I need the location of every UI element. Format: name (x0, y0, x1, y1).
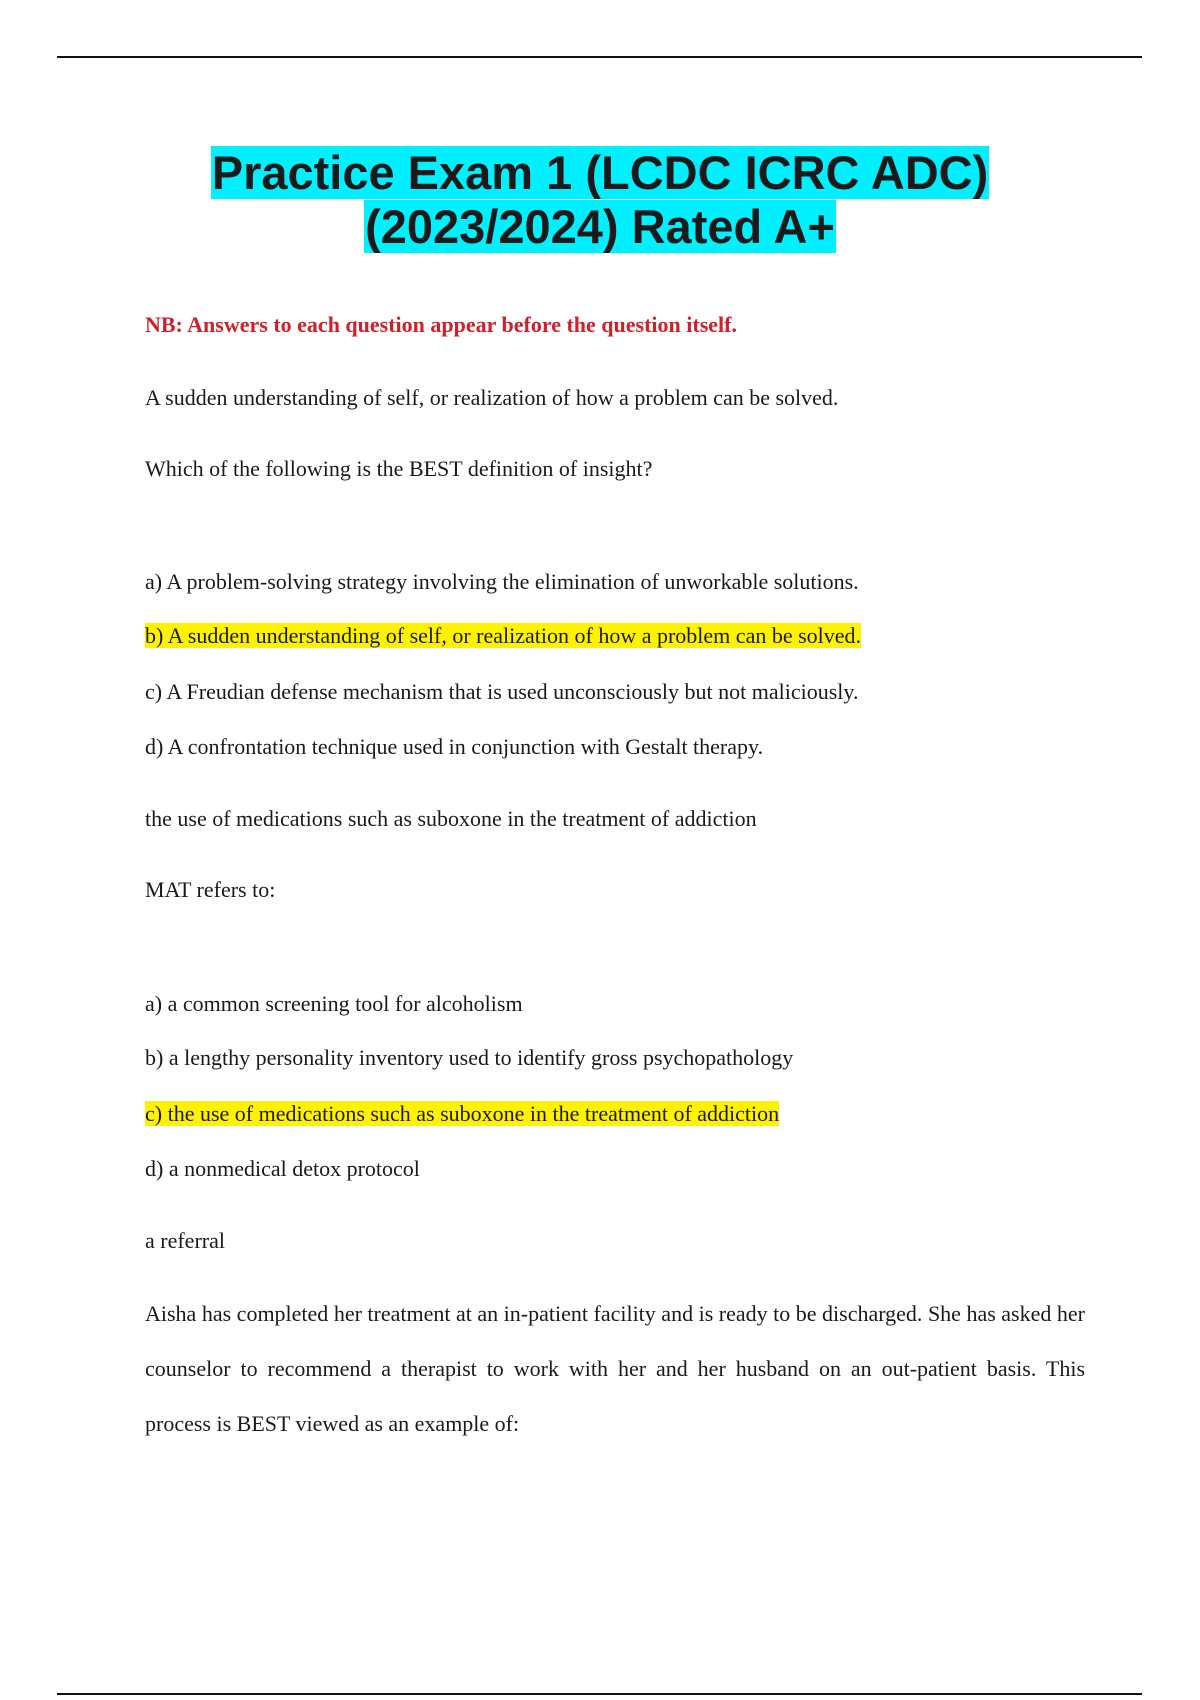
title-line-2: (2023/2024) Rated A+ (365, 200, 835, 253)
q2-option-c-correct (145, 1101, 779, 1127)
top-rule (57, 56, 1142, 58)
q2-option-b: b) a lengthy personality inventory used to identify gross psychopathology (145, 1045, 794, 1070)
q3-answer-text: a referral (145, 1228, 225, 1253)
q1-option-a: a) A problem-solving strategy involving the elimination of unworkable solutions. (145, 569, 859, 594)
q1-option-b-highlight: b) A sudden understanding of self, or realization of how a problem can be solved. (145, 623, 862, 648)
q2-question-text: MAT refers to: (145, 877, 276, 902)
document-title (0, 146, 1200, 254)
q1-option-b-correct (145, 623, 861, 649)
title-line-1: Practice Exam 1 (LCDC ICRC ADC) (211, 146, 989, 199)
q1-question-text: Which of the following is the BEST definition of insight? (145, 456, 653, 481)
q3-question-text: Aisha has completed her treatment at an in-patient facility and is ready to be discharged. She has asked her counselor to recommend a therapist to work with her and her husband on an out-patient basis. This process is BEST viewed as an example of: (145, 1301, 1085, 1436)
answer-note: NB: Answers to each question appear before the question itself. (145, 312, 737, 337)
q1-option-c: c) A Freudian defense mechanism that is used unconsciously but not maliciously. (145, 679, 859, 704)
q2-answer-text: the use of medications such as suboxone in the treatment of addiction (145, 806, 757, 831)
q1-answer-text: A sudden understanding of self, or realization of how a problem can be solved. (145, 385, 839, 410)
q2-option-d: d) a nonmedical detox protocol (145, 1156, 420, 1181)
bottom-rule (57, 1693, 1142, 1695)
q2-option-a: a) a common screening tool for alcoholism (145, 991, 523, 1016)
q1-option-d: d) A confrontation technique used in conjunction with Gestalt therapy. (145, 734, 764, 759)
q2-option-c-highlight: c) the use of medications such as suboxone in the treatment of addiction (145, 1101, 780, 1126)
